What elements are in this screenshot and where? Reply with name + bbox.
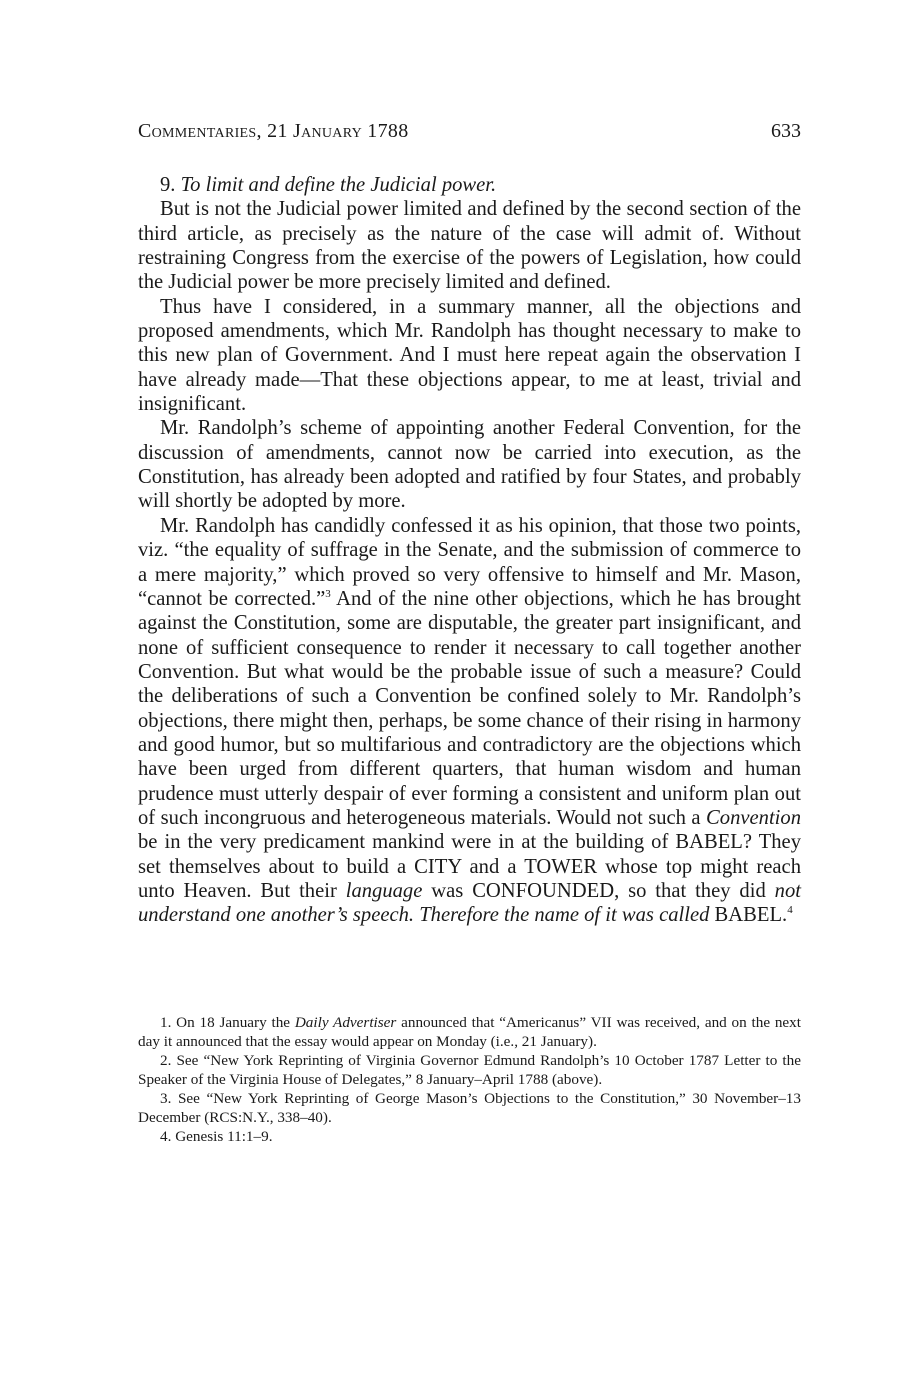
paragraph-4-part-e: BABEL. xyxy=(709,904,788,927)
footnote-ref-3: 3 xyxy=(325,587,331,600)
footnotes xyxy=(138,1013,801,1146)
item-9-number: 9. xyxy=(160,174,176,196)
paragraph-4-part-d: was CONFOUNDED, so that they did xyxy=(422,879,775,902)
paragraph-4 xyxy=(138,514,801,928)
paragraph-4-part-c: be in the very predicament mankind were in at the building of BABEL? They set themselves about to build a CITY and a TOWER whose top might reach unto Heaven. But their xyxy=(138,831,801,902)
newspaper-title: Daily Advertiser xyxy=(294,1014,397,1031)
footnote-3: 3. See “New York Reprinting of George Mason’s Objections to the Constitution,” 30 November–13 December (RCS:N.Y., 338–40). xyxy=(138,1090,801,1126)
paragraph-4-part-a: Mr. Randolph has candidly confessed it as his opinion, that those two points, viz. “the equality of suffrage in the Senate, and the submission of commerce to a mere majority,” which proved so very offensive to himself and Mr. Mason, “cannot be corrected.” xyxy=(138,514,801,610)
body-text xyxy=(138,173,801,928)
footnote-ref-4: 4 xyxy=(787,904,793,917)
convention-italic: Convention xyxy=(706,806,801,829)
babel-italic-quote: not understand one another’s speech. Therefore the name of it was called xyxy=(138,879,801,927)
running-head: Commentaries, 21 January 1788 xyxy=(138,120,409,142)
paragraph-2: Thus have I considered, in a summary manner, all the objections and proposed amendments, which Mr. Randolph has thought necessary to make to this new plan of Government. And I must here repeat again the observation I have already made—That these objections appear, to me at least, trivial and insignificant. xyxy=(138,295,801,416)
footnote-2: 2. See “New York Reprinting of Virginia Governor Edmund Randolph’s 10 October 1787 Letter to the Speaker of the Virginia House of Delegates,” 8 January–April 1788 (above). xyxy=(138,1052,801,1088)
footnote-1-part-a: 1. On 18 January the xyxy=(160,1014,295,1031)
footnote-4: 4. Genesis 11:1–9. xyxy=(160,1128,273,1145)
item-9-heading xyxy=(138,173,801,197)
paragraph-4-part-b: And of the nine other objections, which he has brought against the Constitution, some are disputable, the greater part insignificant, and none of sufficient consequence to render it necessary to call together another Convention. But what would be the probable issue of such a measure? Could the deliberations of such a Convention be confined solely to Mr. Randolph’s objections, there might then, perhaps, be some chance of their rising in harmony and good humor, but so multifarious and contradictory are the objections which have been urged from different quarters, that human wisdom and human prudence must utterly despair of ever forming a consistent and uniform plan out of such incongruous and heterogeneous materials. Would not such a xyxy=(138,587,801,829)
page-header xyxy=(138,120,801,150)
footnote-1 xyxy=(138,1013,801,1051)
paragraph-3: Mr. Randolph’s scheme of appointing another Federal Convention, for the discussion of amendments, cannot now be carried into execution, as the Constitution, has already been adopted and ratified by four States, and probably will shortly be adopted by more. xyxy=(138,417,801,513)
item-9-title: To limit and define the Judicial power. xyxy=(180,174,497,196)
language-italic: language xyxy=(345,879,423,902)
page-number: 633 xyxy=(771,120,801,142)
footnote-1-part-b: announced that “Americanus” VII was received, and on the next day it announced that the essay would appear on Monday (i.e., 21 January). xyxy=(138,1014,801,1050)
paragraph-1: But is not the Judicial power limited and defined by the second section of the third article, as precisely as the nature of the case will admit of. Without restraining Congress from the exercise of the powers of Legislation, how could the Judicial power be more precisely limited and defined. xyxy=(138,198,801,294)
